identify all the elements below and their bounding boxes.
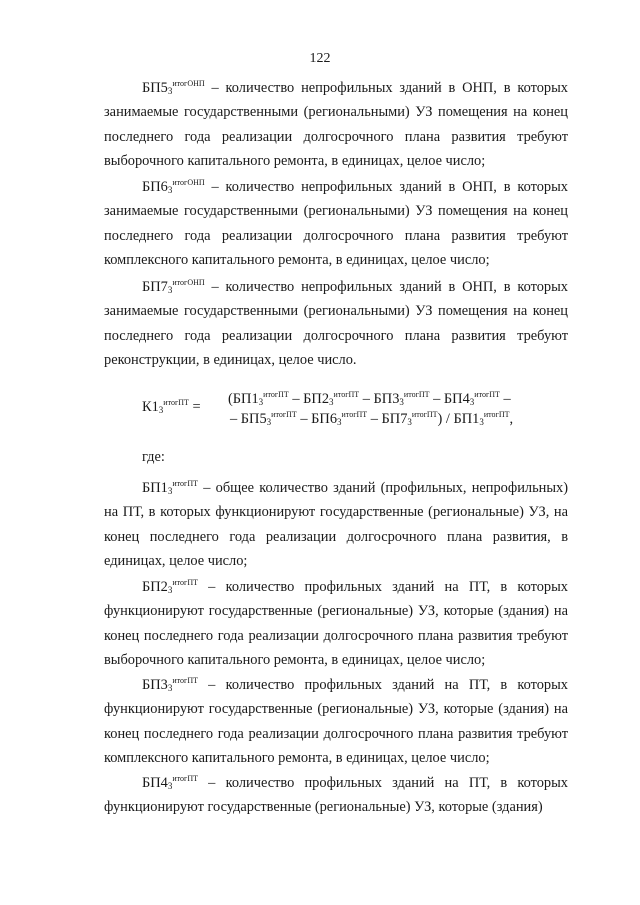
page-number: 122 (309, 51, 331, 66)
definition-bp1-pt (104, 476, 568, 574)
definition-text: – количество непрофильных зданий в ОНП, в которых занимаемые государственными (региональными) УЗ помещения на конец последнего года реализации долгосрочного плана развития требуют выборочного капитального ремонта, в единицах, целое число; (104, 80, 568, 170)
definition-bp3-pt (104, 673, 568, 771)
definition-text: – количество профильных зданий на ПТ, в которых функционируют государственные (региональные) УЗ, которые (здания) на конец последнего года реализации долгосрочного плана развития требуют комплексного капитального ремонта, в единицах, целое число; (104, 677, 568, 767)
definition-text: – количество непрофильных зданий в ОНП, в которых занимаемые государственными (региональными) УЗ помещения на конец последнего года реализации долгосрочного плана развития требуют комплексного капитального ремонта, в единицах, целое число; (104, 179, 568, 269)
definition-bp6-onp (104, 175, 568, 273)
formula-lhs: $К1_3^{итогПТ}$ = (142, 398, 201, 415)
definition-text: – количество профильных зданий на ПТ, в которых функционируют государственные (региональные) УЗ, которые (здания) на конец последнего года реализации долгосрочного плана развития требуют выборочного капитального ремонта, в единицах, целое число; (104, 579, 568, 669)
formula-line-2: – $БП5_3^{итогПТ} - БП6_3^{итогПТ} - БП7_3^{итогПТ}) / БП1_3^{итогПТ}$, (230, 410, 514, 427)
definition-bp2-pt (104, 575, 568, 673)
symbol: $БП1_3^{итогПТ}$ (142, 479, 198, 496)
symbol: $БП5_3^{итогОНП}$ (142, 79, 205, 96)
definition-bp4-pt (104, 771, 568, 820)
symbol: $БП2_3^{итогПТ}$ (142, 578, 198, 595)
definition-bp5-onp (104, 76, 568, 174)
definition-text: – общее количество зданий (профильных, непрофильных) на ПТ, в которых функционируют государственные (региональные) УЗ, на конец последнего года реализации долгосрочного плана развития, в единицах, целое число; (104, 480, 568, 570)
definition-text: – количество непрофильных зданий в ОНП, в которых занимаемые государственными (региональными) УЗ помещения на конец последнего года реализации долгосрочного плана развития требуют реконструкции, в единицах, целое число. (104, 279, 568, 369)
symbol: $БП3_3^{итогПТ}$ (142, 676, 198, 693)
definition-text: – количество профильных зданий на ПТ, в которых функционируют государственные (региональные) УЗ, которые (здания) (104, 775, 568, 816)
where-label: где: (142, 449, 165, 465)
symbol: $БП6_3^{итогОНП}$ (142, 178, 205, 195)
symbol: $БП4_3^{итогПТ}$ (142, 774, 198, 791)
definition-bp7-onp (104, 275, 568, 373)
formula-line-1: ($БП1_3^{итогПТ} - БП2_3^{итогПТ} - БП3_3^{итогПТ} - БП4_3^{итогПТ}$ – (228, 390, 511, 407)
symbol: $БП7_3^{итогОНП}$ (142, 278, 205, 295)
